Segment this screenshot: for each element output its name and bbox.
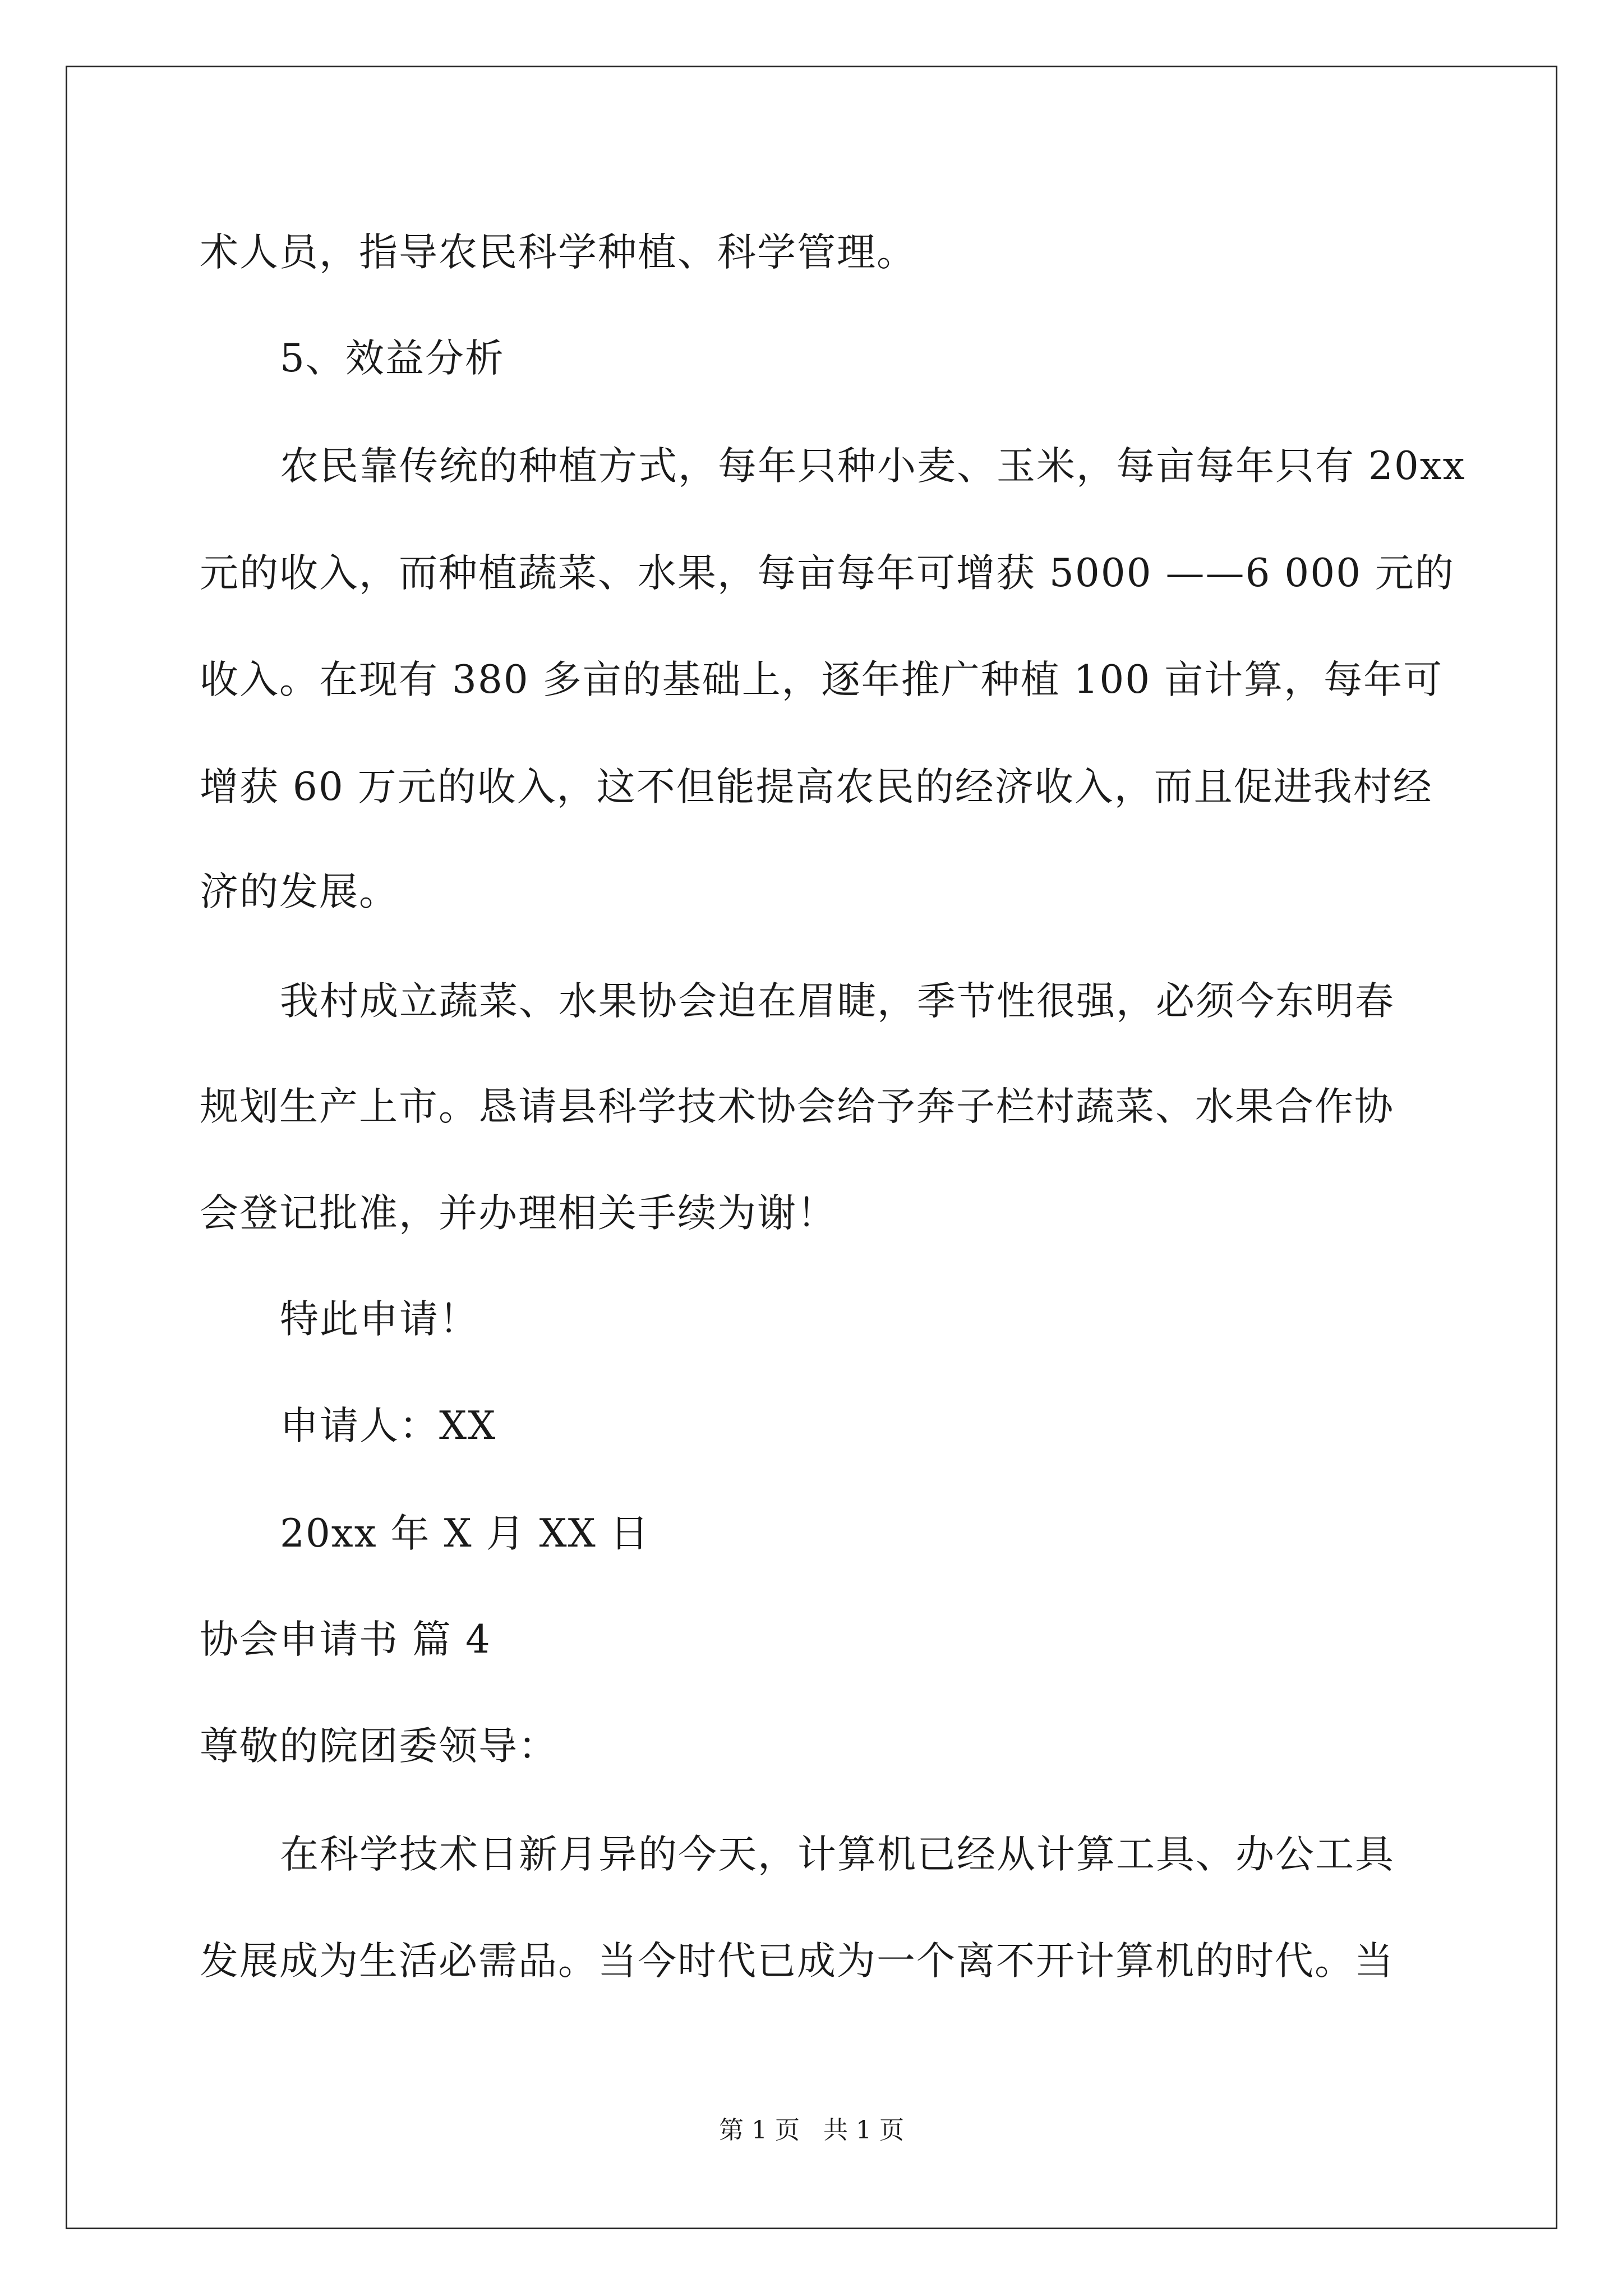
body-line-16: 在科学技术日新月异的今天，计算机已经从计算工具、办公工具	[280, 1832, 1395, 1877]
section-title-part-4: 协会申请书 篇 4	[200, 1617, 491, 1662]
body-line-3: 农民靠传统的种植方式，每年只种小麦、玉米，每亩每年只有 20xx	[280, 444, 1466, 489]
closing-line: 特此申请！	[280, 1297, 479, 1342]
salutation-line: 尊敬的院团委领导：	[200, 1724, 558, 1769]
body-line-1: 术人员，指导农民科学种植、科学管理。	[200, 230, 916, 275]
page-footer: 第 1 页 共 1 页	[719, 2116, 904, 2145]
body-line-7: 济的发展。	[200, 869, 399, 914]
body-line-4: 元的收入，而种植蔬菜、水果，每亩每年可增获 5000 ——6 000 元的	[200, 551, 1455, 596]
body-line-6: 增获 60 万元的收入，这不但能提高农民的经济收入，而且促进我村经	[200, 765, 1433, 809]
body-line-17: 发展成为生活必需品。当今时代已成为一个离不开计算机的时代。当	[200, 1939, 1394, 1984]
page-border	[66, 66, 1557, 2229]
body-line-5: 收入。在现有 380 多亩的基础上，逐年推广种植 100 亩计算，每年可	[200, 657, 1444, 702]
body-line-10: 会登记批准，并办理相关手续为谢！	[200, 1191, 837, 1236]
body-line-8: 我村成立蔬菜、水果协会迫在眉睫，季节性很强，必须今东明春	[280, 979, 1395, 1024]
body-line-9: 规划生产上市。恳请县科学技术协会给予奔子栏村蔬菜、水果合作协	[200, 1084, 1394, 1129]
date-line: 20xx 年 X 月 XX 日	[280, 1511, 650, 1556]
applicant-line: 申请人：XX	[280, 1404, 497, 1448]
section-heading-benefit-analysis: 5、效益分析	[280, 336, 505, 381]
